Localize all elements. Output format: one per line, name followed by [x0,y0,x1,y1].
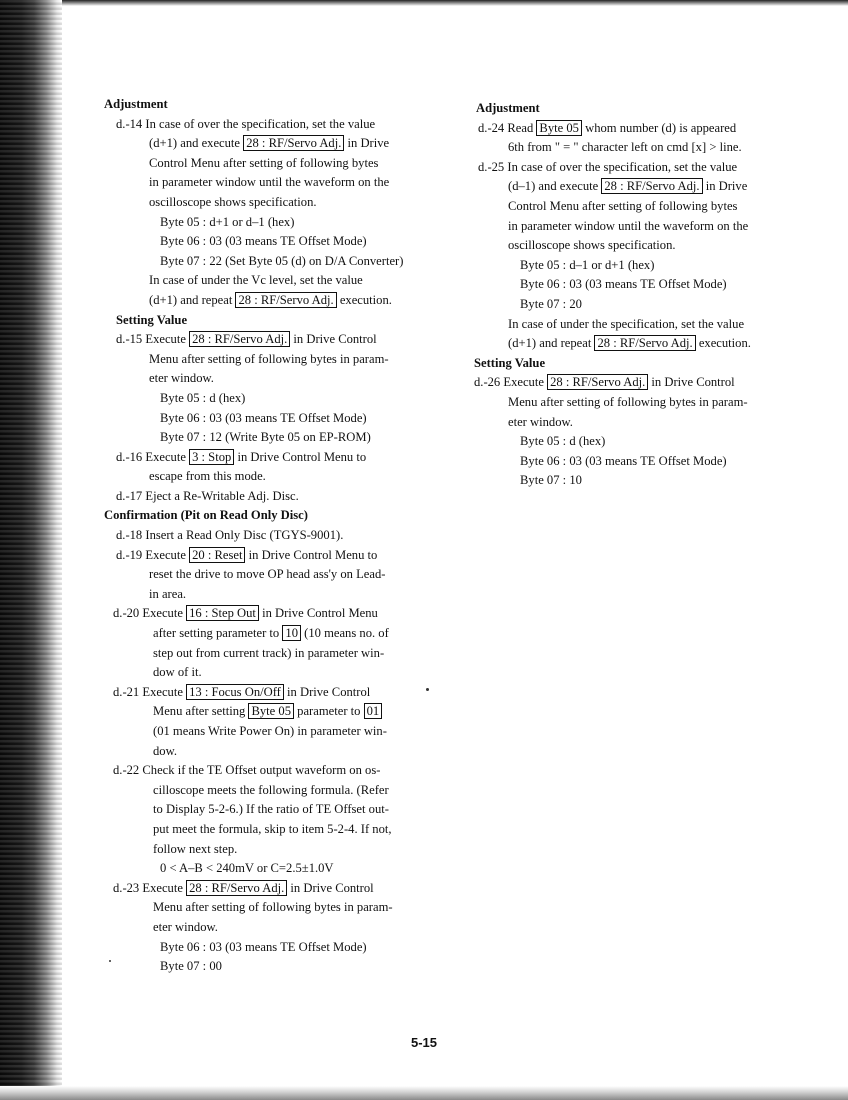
adjustment-heading-left: Adjustment [104,97,168,111]
command-box: 28 : RF/Servo Adj. [235,292,336,308]
command-box: 3 : Stop [189,449,234,465]
stray-mark [426,688,429,691]
command-box: 28 : RF/Servo Adj. [189,331,290,347]
step-d21: d.-21 Execute 13 : Focus On/Off in Drive Control Menu after setting Byte 05 parameter to 01 (01 means Write Power On) in parameter win- dow. [113,684,387,758]
step-d14: d.-14 In case of over the specification, set the value (d+1) and execute 28 : RF/Servo Adj. in Drive Control Menu after setting of following bytes in parameter window until the waveform on the oscilloscope shows specification. Byte 05 : d+1 or d–1 (hex) Byte 06 : 03 (03 means TE Offset Mode) Byte 07 : 22 (Set Byte 05 (d) on D/A Converter) In case of under the Vc level, set the value (d+1) and repeat 28 : RF/Servo Adj. execution. [116,116,404,307]
command-box: 28 : RF/Servo Adj. [243,135,344,151]
step-d23: d.-23 Execute 28 : RF/Servo Adj. in Drive Control Menu after setting of following bytes in param- eter window. Byte 06 : 03 (03 means TE Offset Mode) Byte 07 : 00 [113,880,393,974]
parameter-box: 01 [364,703,383,719]
stray-mark [109,960,111,962]
command-box: 20 : Reset [189,547,245,563]
command-box: 13 : Focus On/Off [186,684,284,700]
left-column [104,95,422,977]
scan-binding-edge [0,0,62,1100]
step-d18: d.-18 Insert a Read Only Disc (TGYS-9001). [116,528,344,543]
step-d17: d.-17 Eject a Re-Writable Adj. Disc. [116,488,299,503]
step-d25: d.-25 In case of over the specification, set the value (d–1) and execute 28 : RF/Servo Adj. in Drive Control Menu after setting of following bytes in parameter window until the waveform on the oscilloscope shows specification. Byte 05 : d–1 or d+1 (hex) Byte 06 : 03 (03 means TE Offset Mode) Byte 07 : 20 In case of under the specification, set the value (d+1) and repeat 28 : RF/Servo Adj. execution. [478,159,751,351]
command-box: 28 : RF/Servo Adj. [601,178,702,194]
step-d24: d.-24 Read Byte 05 whom number (d) is appeared 6th from " = " character left on cmd [x] > line. [478,120,742,155]
scan-top-edge [0,0,848,6]
parameter-box: Byte 05 [536,120,582,136]
step-d20: d.-20 Execute 16 : Step Out in Drive Control Menu after setting parameter to 10 (10 means no. of step out from current track) in parameter win- dow of it. [113,606,389,680]
setting-value-heading-left: Setting Value [116,312,188,327]
step-d26: d.-26 Execute 28 : RF/Servo Adj. in Drive Control Menu after setting of following bytes in param- eter window. Byte 05 : d (hex) Byte 06 : 03 (03 means TE Offset Mode) Byte 07 : 10 [474,375,748,488]
step-d22: d.-22 Check if the TE Offset output waveform on os- cilloscope meets the following formula. (Refer to Display 5-2-6.) If the ratio of TE Offset out- put meet the formula, skip to item 5-2-4. If not, follow next step. 0 < A–B < 240mV or C=2.5±1.0V [104,761,422,879]
parameter-box: Byte 05 [248,703,294,719]
parameter-box: 10 [282,625,301,641]
scan-bottom-edge [0,1086,848,1100]
command-box: 28 : RF/Servo Adj. [186,880,287,896]
step-d19: d.-19 Execute 20 : Reset in Drive Control Menu to reset the drive to move OP head ass'y on Lead- in area. [116,547,386,601]
step-d16: d.-16 Execute 3 : Stop in Drive Control Menu to escape from this mode. [116,449,367,484]
setting-value-heading-right: Setting Value [474,355,546,370]
page-number: 5-15 [410,1035,438,1050]
command-box: 28 : RF/Servo Adj. [547,374,648,390]
confirmation-heading: Confirmation (Pit on Read Only Disc) [104,508,308,523]
right-column [474,99,784,491]
formula: 0 < A–B < 240mV or C=2.5±1.0V [160,861,334,876]
adjustment-heading-right: Adjustment [476,101,540,115]
command-box: 28 : RF/Servo Adj. [594,335,695,351]
step-d15: d.-15 Execute 28 : RF/Servo Adj. in Drive Control Menu after setting of following bytes in param- eter window. Byte 05 : d (hex) Byte 06 : 03 (03 means TE Offset Mode) Byte 07 : 12 (Write Byte 05 on EP-ROM) [116,332,389,445]
command-box: 16 : Step Out [186,605,259,621]
